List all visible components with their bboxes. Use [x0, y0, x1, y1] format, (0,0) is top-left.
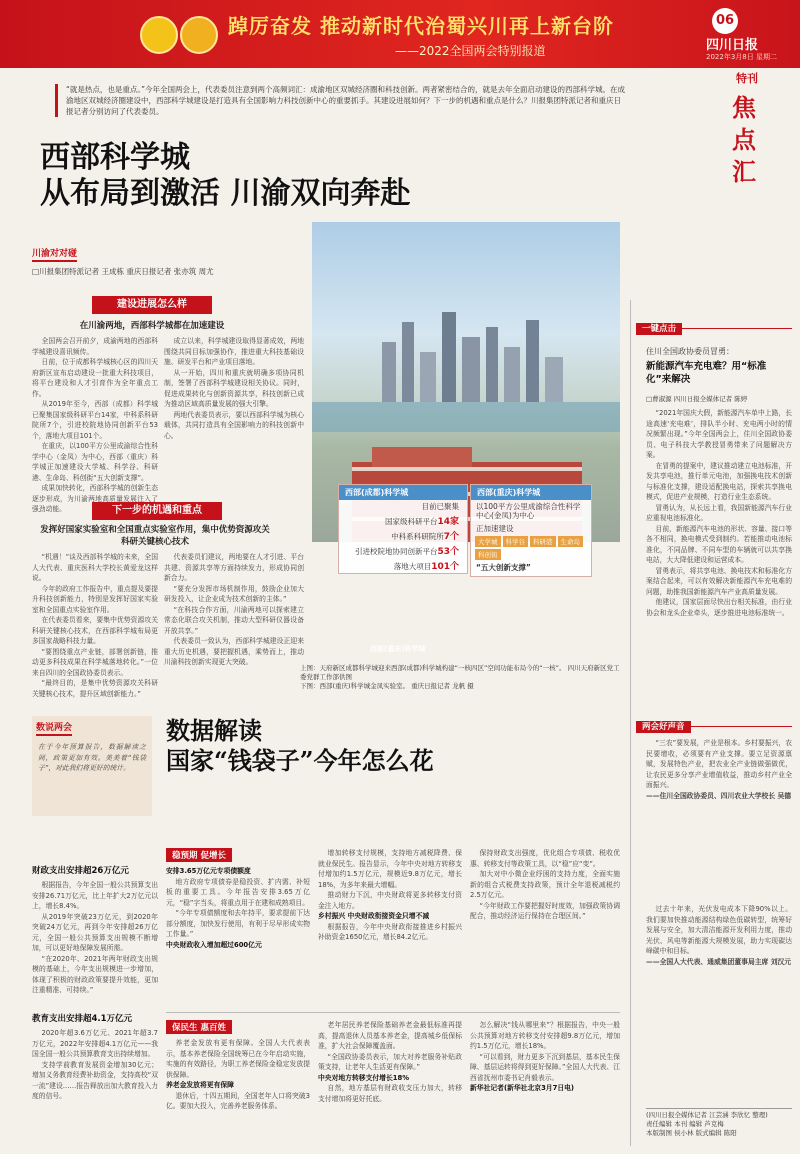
voice-tag-line [636, 714, 792, 732]
col2-tag: 稳预期 促增长 [166, 848, 232, 862]
section2-para: “要围绕重点产业链，部署创新链，推动更多科技成果在科学城落地转化。”一位来自四川的全国政协委员表示。 [32, 647, 158, 677]
right-tag-line [636, 316, 792, 334]
article2-para: 加大对中小微企业纾困的支持力度，全面实施新的组合式税费支持政策，预计全年退税减税约2.5万亿元。 [470, 870, 620, 899]
stat-label: 国家级科研平台 [384, 517, 438, 526]
stat-label: 引进校院地协同创新平台 [354, 547, 438, 556]
photo-credit: 西部(重庆)科学城 [370, 645, 426, 653]
stat-label: 中科系科研院所 [391, 532, 444, 541]
section2-col-a [32, 552, 158, 700]
right-para: 目前，新能源汽车电池的形状、容量、接口等各不相同，换电模式受到制约。若能推动电池标准化，不同品牌、不同车型的车辆就可以共享换电站，大大降低建设和运营成本。 [646, 524, 792, 564]
right-intro-line: 住川全国政协委员冒勇： [646, 347, 734, 356]
page-number: 06 [712, 8, 738, 34]
photo-caption: 上图：天府新区成都科学城迎来西部(成都)科学城构建“一核四区”空间功能布局今的“一核”。 四川天府新区党工委党群工作部供图 下图：西部(重庆)科学城金凤实验室。 重庆日报记者 龙帆 摄 [300, 664, 620, 690]
section2-subhead: 发挥好国家实验室和全国重点实验室作用，集中优势资源攻关科研关键核心技术 [40, 525, 270, 547]
article2-para: 支持学前教育发展资金增加30亿元；增加义务教育经费补助资金，支持高校“双一流”建设……报告释放出加大教育投入力度的信号。 [32, 1060, 158, 1100]
col1b-head: 教育支出安排超4.1万亿元 [32, 1014, 133, 1024]
banner-subline: ——2022全国两会特别报道 [395, 44, 546, 58]
lead-intro: “就是热点，也是重点。”今年全国两会上，代表委员注意到两个高频词汇：成渝地区双城经济圈和科技创新。两者紧密结合的，就是去年全面启动建设的西部科学城。在成渝地区双城经济圈建设中，西部科学城建设是打造具有全国影响力科技创新中心的重要抓手。其建设进展如何？下一步的机遇和重点是什么？川报集团特派记者和重庆日报记者分别访问了代表委员。 [55, 84, 626, 117]
col5-tag: 保民生 惠百姓 [166, 1020, 232, 1034]
section2-col-b [164, 552, 304, 700]
article2-para: 乡村振兴 中央财政衔接资金只增不减 [318, 912, 430, 920]
article2-para: 中央财政收入增加超过600亿元 [166, 940, 262, 949]
stat-value: 7个 [443, 532, 459, 542]
section2-para: 代表委员们建议，两地要在人才引进、平台共建、资源共享等方面持续发力，形成协同创新合力。 [164, 553, 304, 582]
article1-title-line2: 从布局到激活 川渝双向奔赴 [40, 176, 411, 211]
article1-title [40, 140, 410, 212]
article1-title-line1: 西部科学城 [40, 140, 190, 175]
chongqing-stats-card [470, 484, 592, 577]
article2-para: 安排3.65万亿元专项债额度 [166, 867, 251, 875]
article2-col3 [318, 848, 462, 1006]
article2-para: 养老金发放有更有保障。全国人大代表表示，基本养老保险全国统筹已在今年启动实施，实施的有效路径，为职工养老保险金稳定发放提供保障。 [166, 1039, 310, 1079]
data-box-tag: 数说两会 [36, 720, 72, 736]
article2-para: 怎么解决“钱从哪里来”？根据报告，中央一般公共预算对地方转移支付安排超9.8万亿元，增加约1.5万亿元，增长18%。 [470, 1021, 620, 1050]
column-rule [630, 300, 631, 1146]
page-footer [646, 1108, 792, 1138]
right-para: 冒勇认为，从长远上看，我国新能源汽车行业应重视电池标准化。 [646, 503, 792, 522]
focus-vertical-title [724, 92, 764, 188]
section1-para: 成果加快转化，西部科学城的创新生态逐步形成，为川渝两地高质量发展注入了强劲动能。 [32, 484, 158, 513]
focus-char-2: 点 [732, 125, 756, 154]
col1-head: 财政支出安排超26万亿元 [32, 866, 129, 876]
voice-tag: 两会好声音 [636, 721, 691, 733]
section1-para: 从一开始，四川和重庆就明确多项协同机制，签署了西部科学城建设相关协议。同时，促进成果转化与创新资源共享，科技创新已成为推动区域高质量发展的强大引擎。 [164, 368, 304, 408]
article2-para: 新华社记者(新华社北京3月7日电) [470, 1084, 575, 1092]
section1-para: 成立以来，科学城建设取得显著成效，两地围绕共同目标加强协作，推进重大科技基础设施、研发平台和产业项目落地。 [164, 337, 304, 366]
article2-para: “全国政协委员表示，加大对养老服务补贴政策支持，让老年人生活更有保障。” [318, 1052, 462, 1071]
voice-text: “三农”要发展，产业是根本。乡村要振兴，农民要增收，必须要有产业支撑。要立足资源禀赋，发展特色产业，把农业全产业链做强做优，让农民更多分享产业增值收益，推动乡村产业全面振兴。 [646, 739, 792, 789]
section2-para: “最终目的，是集中优势资源攻关科研关键核心技术，提升区域创新能力。” [32, 679, 158, 698]
tag-chip: 科研港 [530, 536, 556, 547]
section1-col-a [32, 336, 158, 513]
focus-char-3: 汇 [732, 157, 756, 186]
article2-title-line2: 国家“钱袋子”今年怎么花 [166, 746, 434, 775]
right-para: “2021年国庆大假，新能源汽车单中上路，长途高速‘充电难’，排队半小时、充电两小时的情况频繁出现。”今年全国两会上，住川全国政协委员、电子科技大学教授冒勇带来了问题解决方案。 [646, 409, 792, 459]
right-article-body [646, 408, 792, 630]
data-box-text: 在于今年预算报告，数据解读之间，政策更加有效。美美着“钱袋子”，对此我们将更好的统计。 [38, 743, 146, 772]
tag-chip: 科创街 [475, 549, 501, 560]
section2-para: 今年的政府工作报告中，重点提及要提升科技创新能力，特别是发挥好国家实验室和全国重点实验室作用。 [32, 584, 158, 614]
article2-para: “今年财政工作要把握好时度效，加强政策协调配合，推动经济运行保持在合理区间。” [470, 901, 620, 920]
article2-para: 老年居民养老保险基础养老金最低标准再提高，提高退休人员基本养老金，提高城乡低保标准，扩大社会保障覆盖面。 [318, 1021, 462, 1050]
article2-col6 [318, 1020, 462, 1146]
article2-para: 中央对地方转移支付增长18% [318, 1073, 410, 1082]
article2-col7 [470, 1020, 620, 1146]
chengdu-stats-card [338, 484, 468, 574]
footer-line: 本版制图 侯小林 版式编辑 陈阳 [646, 1129, 737, 1137]
voice-box-2 [646, 904, 792, 1100]
party-emblem-icon [140, 16, 178, 54]
footer-line: 责任编辑 本刊 编辑 芦克梅 [646, 1120, 724, 1128]
voice-box-1 [646, 738, 792, 898]
section1-subhead: 在川渝两地，西部科学城都在加速建设 [79, 321, 225, 331]
article2-para: “今年专项债额度和去年持平，要求提前下达部分额度，加快发行使用，有利于尽早形成实物工作量。” [166, 909, 310, 938]
section1-para: 两地代表委员表示，要以西部科学城为核心载体，共同打造具有全国影响力的科技创新中心。 [164, 410, 304, 440]
section1-para: 从2019年至今，西部（成都）科学城已聚集国家级科研平台14家，中科系科研院所7个，引进校院地协同创新平台53个，落地大项目101个。 [32, 400, 158, 440]
article2-para: 保持财政支出强度，优化组合专项债、税收优惠、转移支付等政策工具，以“稳”应“变”。 [470, 849, 620, 868]
stat-row [339, 528, 467, 543]
chongqing-desc: 以100平方公里成渝综合性科学中心(金凤)为中心 [476, 502, 581, 520]
section2-pill: 下一步的机遇和重点 [92, 502, 222, 520]
focus-char-1: 焦 [732, 93, 756, 122]
section1-para: 全国两会召开前夕，成渝两地的西部科学城建设喜讯频传。 [32, 337, 158, 356]
section2-para: 在代表委员看来，要集中优势资源攻关科研关键核心技术，在西部科学城布局更多国家战略科技力量。 [32, 616, 158, 645]
cppcc-emblem-icon [180, 16, 218, 54]
section2-para: 代表委员一致认为，西部科学城建设正迎来重大历史机遇，要把握机遇，乘势而上，推动川渝科技创新实现更大突破。 [164, 637, 304, 666]
stat-row [339, 500, 467, 513]
article2-para: 地方政府专项债券是稳投资、扩内需、补短板的重要工具。今年报告安排3.65万亿元，“稳”字当头，将重点用于在建和成熟项目。 [166, 877, 310, 907]
stat-label: 落地大项目 [393, 562, 432, 571]
tag-chip: 科学谷 [503, 536, 529, 547]
stat-row [339, 513, 467, 528]
stat-value: 53个 [437, 547, 459, 557]
right-para: 在冒勇的提案中，建议推动建立电池标准，开发共享电池，推行单元电池，加强换电技术创新与标准化支撑，建设适配换电站，探索共享换电模式，促进产业规模，打造行业生态系统。 [646, 461, 792, 501]
article2-para: 根据报告，今年中央财政衔接推进乡村振兴补助资金1650亿元，增长84.2亿元。 [318, 922, 462, 941]
article2-para: 养老金发放将更有保障 [166, 1081, 234, 1089]
article2-col2 [166, 866, 310, 1006]
tag-chip: 大学城 [475, 536, 501, 547]
article1-byline: □川报集团特派记者 王成栋 重庆日报记者 张亦筑 周尤 [32, 267, 214, 276]
voice-author: ——住川全国政协委员、四川农业大学校长 吴德 [646, 791, 792, 800]
stat-value: 14家 [437, 517, 459, 527]
article2-para: “可以看到，财力更多下沉到基层，基本民生保障、基层运转将得到更好保障。”全国人大代表、江西省抚州市委书记肖毅表示。 [470, 1052, 620, 1082]
footer-line: (四川日报全媒体记者 江芸涵 李欣忆 整理) [646, 1111, 768, 1119]
section2-para: “要充分发挥市场机制作用，鼓励企业加大研发投入，让企业成为技术创新的主体。” [164, 584, 304, 603]
stat-label: 目前已聚集 [421, 502, 459, 511]
article2-col5 [166, 1038, 310, 1146]
special-label: 特刊 [736, 72, 758, 85]
chengdu-card-title: 西部(成都)科学城 [339, 485, 467, 500]
right-para: 冒勇表示，将共享电池、换电技术和标准化方案结合起来，可以有效解决新能源汽车充电难的问题，助推我国新能源汽车产业高质量发展。 [646, 566, 792, 596]
tag-chip: 生命岛 [558, 536, 584, 547]
voice-author: ——全国人大代表、通威集团董事局主席 刘汉元 [646, 957, 792, 966]
article2-para: 推动财力下沉，中央财政将更多转移支付资金注入地方。 [318, 891, 462, 910]
column-tag: 川渝对对碰 [32, 246, 77, 262]
right-title: 新能源汽车充电难？用“标准化”来解决 [646, 361, 767, 385]
article2-para: 根据报告，今年全国一般公共预算支出安排26.71万亿元，比上年扩大2万亿元以上，增长8.4%。 [32, 881, 158, 910]
issue-date: 2022年3月8日 星期二 [706, 53, 777, 61]
section1-col-b [164, 336, 304, 496]
right-byline: □曹淑源 四川日报全媒体记者 陈婷 [646, 395, 748, 403]
chongqing-tags [471, 535, 591, 561]
article2-divider [166, 1012, 620, 1013]
section1-para: 日前，位于成都科学城核心区的四川天府新区宣布启动建设一批重大科技项目，将平台建设和人才引育作为全年重点工作。 [32, 358, 158, 398]
article2-para: 从2019年突破23万亿元，到2020年突破24万亿元，再到今年安排超26万亿元，全国一般公共预算支出规模不断增加，可以更好地保障发展所需。 [32, 912, 158, 952]
article2-para: “在2020年、2021年两年财政支出规模的基础上，今年支出规模进一步增加，体现了积极的财政政策要提升效能，更加注重精准、可持续。” [32, 954, 158, 994]
stat-row [339, 558, 467, 573]
article2-para: 退休后，十四五期间，全国老年人口将突破3亿。要加大投入，完善养老服务体系。 [166, 1091, 310, 1110]
stat-value: 101个 [431, 562, 459, 572]
article2-col4 [470, 848, 620, 1006]
section1-pill: 建设进展怎么样 [92, 296, 212, 314]
right-para: 他建议，国家层面尽快出台相关标准，由行业协会和龙头企业牵头，逐步推进电池标准统一。 [646, 598, 792, 617]
voice-text: 过去十年来，光伏发电成本下降90%以上。我们要加快推动能源结构绿色低碳转型，统筹好发展与安全，加大清洁能源开发利用力度，推动光伏、风电等新能源大规模发展，助力实现碳达峰碳中和目标。 [646, 905, 792, 955]
article2-title-line1: 数据解读 [166, 716, 262, 745]
banner-headline: 踔厉奋发 推动新时代治蜀兴川再上新台阶 [228, 14, 614, 38]
article2-title [166, 716, 434, 776]
article2-para: 增加转移支付规模，支持地方减税降费、保就业保民生。报告显示，今年中央对地方转移支付增加约1.5万亿元，规模近9.8万亿元，增长18%，为多年来最大增幅。 [318, 849, 462, 889]
chongqing-card-title: 西部(重庆)科学城 [471, 485, 591, 500]
newspaper-name: 四川日报 [706, 38, 759, 53]
stat-row [339, 543, 467, 558]
chongqing-support: “五大创新支撑” [476, 563, 531, 572]
article2-para: 自然，地方基层有财政收支压力加大，转移支付增加将更好托底。 [318, 1084, 462, 1103]
chongqing-build-label: 正加速建设 [476, 524, 514, 533]
article2-para: 2020年超3.6万亿元、2021年超3.7万亿元，2022年安排超4.1万亿元——我国全国一般公共预算教育支出持续增加。 [32, 1029, 158, 1058]
article2-col1b [32, 1028, 158, 1146]
article2-col1 [32, 880, 158, 1008]
right-tag: 一键点击 [636, 323, 682, 335]
section2-para: “在科技合作方面，川渝两地可以探索建立常态化联合攻关机制，推动大型科研仪器设备开放共享。” [164, 605, 304, 635]
section1-para: 在重庆，以100平方公里成渝综合性科学中心（金凤）为中心，西部（重庆）科学城正加速建设大学城、科学谷、科研港、生命岛、科创街“五大创新支撑”。 [32, 442, 158, 482]
section2-para: “机遇！”谈及西部科学城的未来，全国人大代表、重庆医科大学校长黄爱龙这样说。 [32, 553, 158, 582]
